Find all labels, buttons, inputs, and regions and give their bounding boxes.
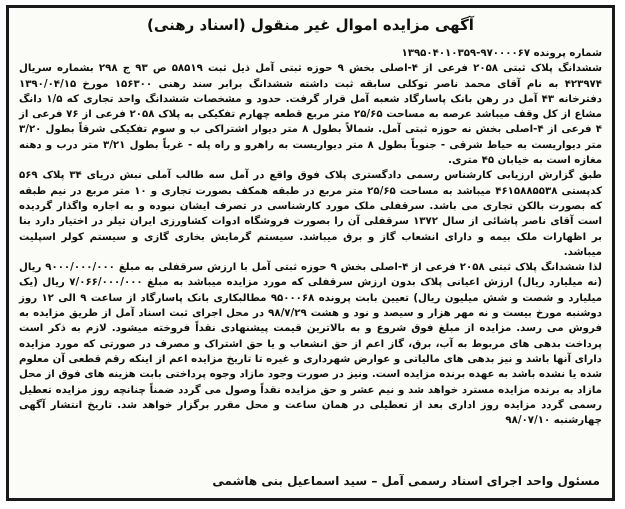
notice-title: آگهی مزایده اموال غیر منقول (اسناد رهنی) (147, 16, 474, 34)
auction-terms: لذا ششدانگ پلاک ثبتی ۲۰۵۸ فرعی از ۴-اصلی بخش ۹ حوزه ثبتی آمل با ارزش سرقفلی به مبلغ ۹۰۰۰/۰۰۰/۰۰۰ ریال (نه میلیارد ریال) ارزش اعیانی پلاک بدون ارزش سرقفلی که مورد مزایده میباشد به مبلغ ۷/۰۶۶/۰۰۰/۰۰۰ ریال (یک میلیارد و شصت و شش میلیون ریال) تعیین بابت پرونده ۹۵۰۰۰۶۸ مطالبکاری بانک پاسارگاد از ساعت ۹ الی ۱۲ روز دوشنبه مورخ بیست و نه مهر هزار و سیصد و نود و هشت ۹۸/۷/۲۹ در محل اجرای ثبت اسناد آمل از طریق مزایده به فروش می رسد. مزایده از مبلغ فوق شروع و به بالاترین قیمت پیشنهادی نقداً فروخته میشود. لازم به ذکر است پرداخت بدهی های مربوط به آب، برق، گاز اعم از حق انشعاب و یا حق اشتراک و مصرف در صورتی که مورد مزایده دارای آنها باشد و نیز بدهی های مالیاتی و عوارض شهرداری و غیره تا تاریخ مزایده اعم از اینکه رقم قطعی آن معلوم شده یا نشده باشد به عهده برنده مزایده است. ونیز در صورت وجود مازاد وجوه پرداختی بابت هزینه های فوق از محل مازاد به برنده مزایده مسترد خواهد شد و نیم عشر و حق مزایده نقداً وصول می گردد ضمناً چنانچه روز مزایده تعطیل رسمی گردد مزایده روز اداری بعد از تعطیلی در همان ساعت و محل مقرر برگزار خواهد شد. تاریخ انتشار آگهی چهارشنبه ۹۸/۰۷/۱۰ (19, 262, 603, 427)
notice-body (19, 46, 602, 428)
official-signature: مسئول واحد اجرای اسناد رسمی آمل – سید اسماعیل بنی هاشمی (212, 474, 600, 488)
property-description: ششدانگ پلاک ثبتی ۲۰۵۸ فرعی از ۴-اصلی بخش ۹ حوزه ثبتی آمل ذیل ثبت ۵۸۵۱۹ ص ۹۳ ج ۲۹۸ بشماره سریال ۴۲۳۹۷۴ به نام آقای محمد ناصر توکلی سابقه ثبت داشته ششدانگ برابر سند رهنی ۱۵۶۳۰۰ مورخ ۱۳۹۰/۰۴/۱۵ دفترخانه ۴۳ آمل در رهن بانک پاسارگاد شعبه آمل قرار گرفت. حدود و مشخصات ششدانگ واحد تجاری که ۱/۵ دانگ مشاع از کل وقف میباشد عرصه به مساحت ۲۵/۶۵ متر مربع قطعه چهارم تفکیکی به پلاک ۲۰۵۸ فرعی از ۷۶ فرعی از ۴ فرعی از ۴-اصلی بخش نه حوزه ثبتی آمل. شمالاً بطول ۸ متر دیوار اشتراکی ب و سوم تفکیکی شرقاً بطول ۳/۲۰ متر دیواریست به حیاط شرقی - جنوباً بطول ۸ متر دیواریست به راهرو و راه پله - غرباً بطول ۳/۲۱ متر درب و دهنه مغازه است به خیابان ۴۵ متری. (19, 63, 603, 167)
notice-frame (6, 5, 615, 501)
appraisal-report: طبق گزارش ارزیابی کارشناس رسمی دادگستری پلاک فوق واقع در آمل سه طالب آملی نبش دریای ۳۴ پلاک ۵۶۹ کدپستی ۴۶۱۵۸۸۵۵۳۸ میباشد به مساحت ۲۵/۶۵ متر مربع در طبقه همکف بصورت تجاری و ۱۰ متر مربع در نیم طبقه که بصورت بالکن تجاری می باشد. سرقفلی ملک مورد کارشناسی در تصرف ایشان نبوده و به اجاره واگذار گردیده است آقای ناصر پاشائی از سال ۱۳۷۲ سرقفلی آن را بصورت فروشگاه ادوات کشاورزی ایران تیلر در اختیار دارد بنا بر اظهارات ملک بیمه و دارای انشعاب گاز و برق میباشد. سیستم گرمایش بخاری گازی و سیستم کولر اسپلیت میباشد. (19, 170, 603, 258)
case-number: شماره پرونده ۹۷۰۰۰۰۶۷-۱۳۹۵۰۴۰۱۰۳۵۹ (401, 48, 602, 59)
